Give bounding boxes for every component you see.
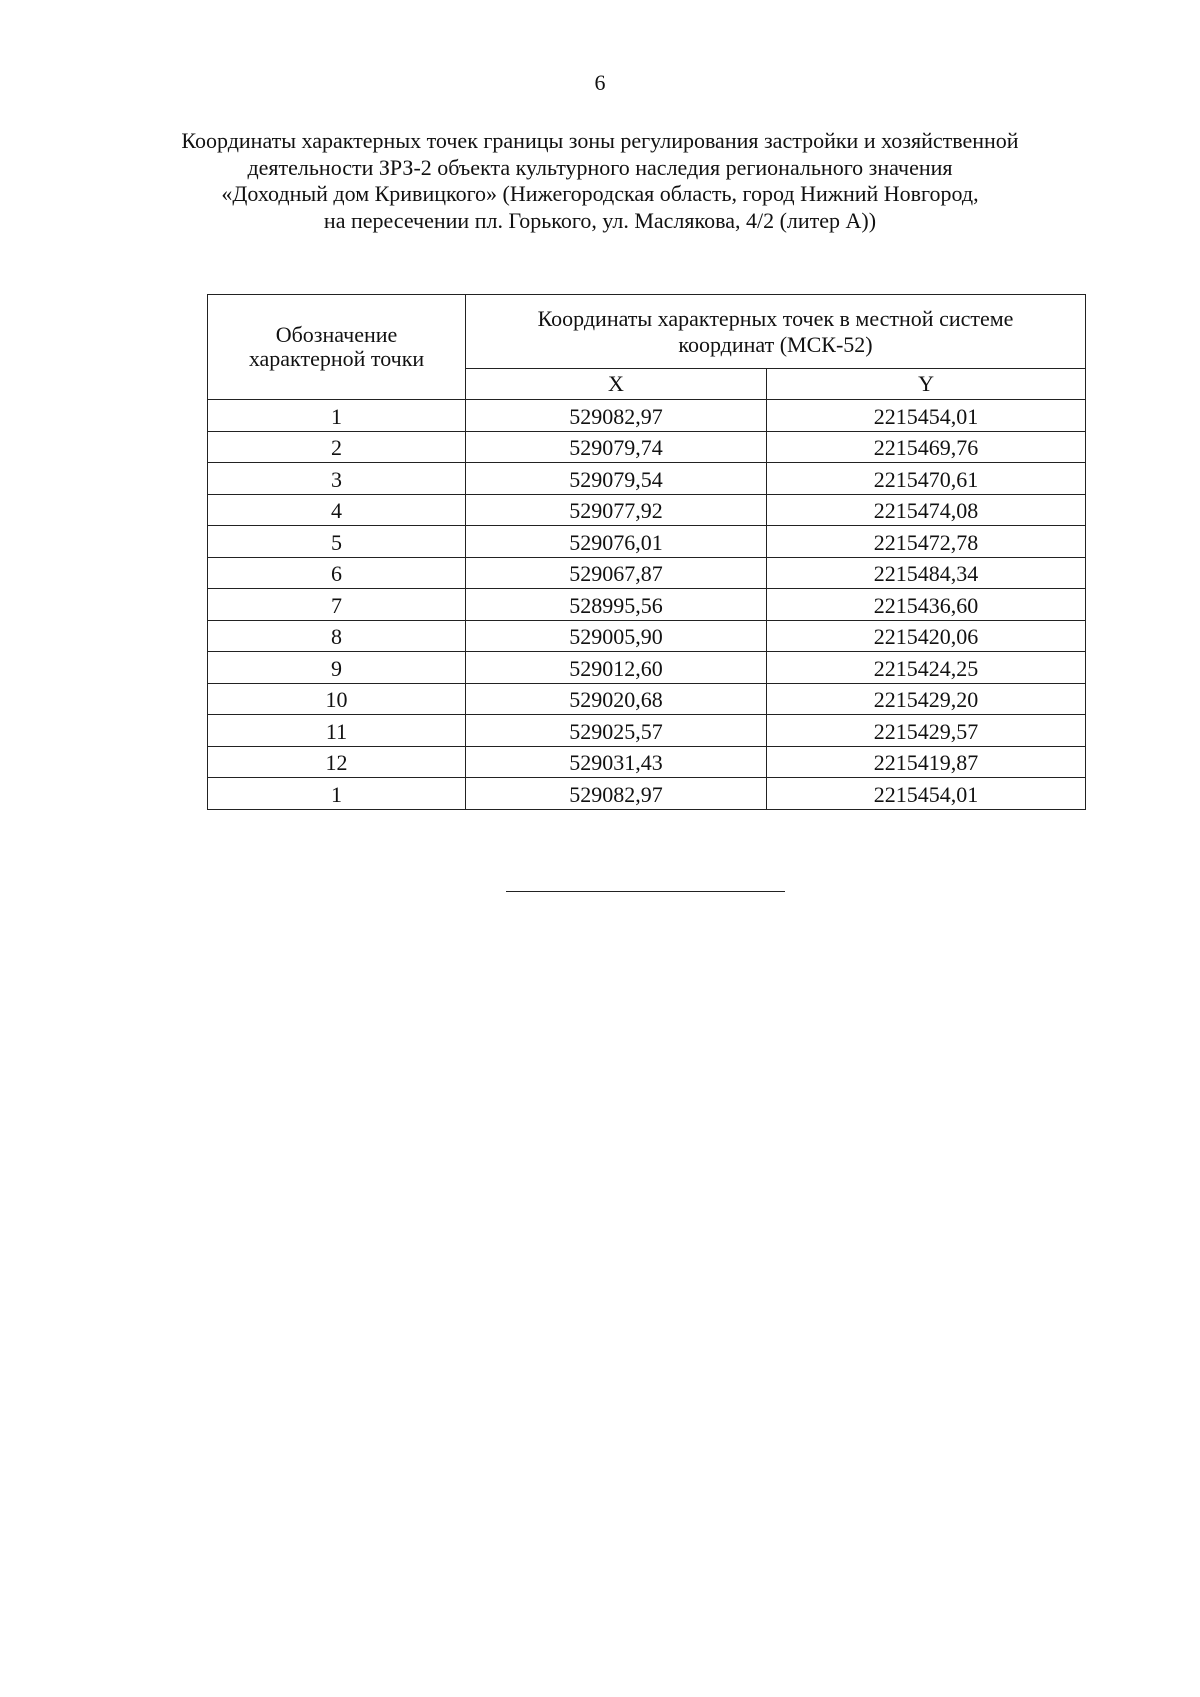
header-text: характерной точки: [248, 346, 425, 371]
header-x: X: [466, 369, 767, 400]
x-coordinate-cell: 529079,54: [466, 463, 767, 495]
x-coordinate-cell: 529082,97: [466, 400, 767, 432]
header-y: Y: [767, 369, 1086, 400]
x-coordinate-cell: 529079,74: [466, 431, 767, 463]
x-coordinate-cell: 529082,97: [466, 778, 767, 810]
y-coordinate-cell: 2215424,25: [767, 652, 1086, 684]
table-row: [208, 620, 1086, 652]
document-title: [150, 128, 1050, 234]
table-row: [208, 589, 1086, 621]
y-coordinate-cell: 2215484,34: [767, 557, 1086, 589]
point-cell: 11: [208, 715, 466, 747]
table-row: [208, 400, 1086, 432]
x-coordinate-cell: 529076,01: [466, 526, 767, 558]
title-line: «Доходный дом Кривицкого» (Нижегородская область, город Нижний Новгород,: [221, 181, 979, 206]
point-cell: 1: [208, 400, 466, 432]
point-cell: 1: [208, 778, 466, 810]
x-coordinate-cell: 529020,68: [466, 683, 767, 715]
title-line: Координаты характерных точек границы зоны регулирования застройки и хозяйственной: [181, 128, 1019, 153]
point-cell: 5: [208, 526, 466, 558]
table-row: [208, 431, 1086, 463]
point-cell: 3: [208, 463, 466, 495]
y-coordinate-cell: 2215429,57: [767, 715, 1086, 747]
header-text: Координаты характерных точек в местной системе: [537, 305, 1014, 331]
page-number: 6: [594, 70, 606, 95]
x-coordinate-cell: 529025,57: [466, 715, 767, 747]
y-coordinate-cell: 2215472,78: [767, 526, 1086, 558]
table-row: [208, 683, 1086, 715]
point-cell: 7: [208, 589, 466, 621]
table-header-row: [208, 295, 1086, 369]
header-text: координат (МСК-52): [678, 331, 873, 357]
header-coordinate-system: [466, 295, 1086, 369]
table-row: [208, 557, 1086, 589]
point-cell: 6: [208, 557, 466, 589]
x-coordinate-cell: 529031,43: [466, 746, 767, 778]
y-coordinate-cell: 2215436,60: [767, 589, 1086, 621]
coordinates-table: [207, 294, 1086, 810]
end-divider: [506, 891, 785, 892]
y-coordinate-cell: 2215420,06: [767, 620, 1086, 652]
y-coordinate-cell: 2215469,76: [767, 431, 1086, 463]
header-text: Обозначение: [275, 322, 398, 347]
point-cell: 10: [208, 683, 466, 715]
title-line: деятельности ЗРЗ-2 объекта культурного наследия регионального значения: [247, 154, 953, 180]
table-row: [208, 463, 1086, 495]
x-coordinate-cell: 528995,56: [466, 589, 767, 621]
y-coordinate-cell: 2215454,01: [767, 778, 1086, 810]
x-coordinate-cell: 529005,90: [466, 620, 767, 652]
point-cell: 2: [208, 431, 466, 463]
x-coordinate-cell: 529012,60: [466, 652, 767, 684]
table-body: [208, 400, 1086, 810]
table-row: [208, 778, 1086, 810]
y-coordinate-cell: 2215429,20: [767, 683, 1086, 715]
table-row: [208, 494, 1086, 526]
table-row: [208, 746, 1086, 778]
y-coordinate-cell: 2215470,61: [767, 463, 1086, 495]
x-coordinate-cell: 529067,87: [466, 557, 767, 589]
y-coordinate-cell: 2215474,08: [767, 494, 1086, 526]
y-coordinate-cell: 2215454,01: [767, 400, 1086, 432]
x-coordinate-cell: 529077,92: [466, 494, 767, 526]
table-row: [208, 652, 1086, 684]
point-cell: 9: [208, 652, 466, 684]
header-point-designation: [208, 295, 466, 400]
table-row: [208, 715, 1086, 747]
point-cell: 8: [208, 620, 466, 652]
table-row: [208, 526, 1086, 558]
point-cell: 4: [208, 494, 466, 526]
title-line: на пересечении пл. Горького, ул. Маслякова, 4/2 (литер А)): [323, 207, 877, 233]
point-cell: 12: [208, 746, 466, 778]
y-coordinate-cell: 2215419,87: [767, 746, 1086, 778]
